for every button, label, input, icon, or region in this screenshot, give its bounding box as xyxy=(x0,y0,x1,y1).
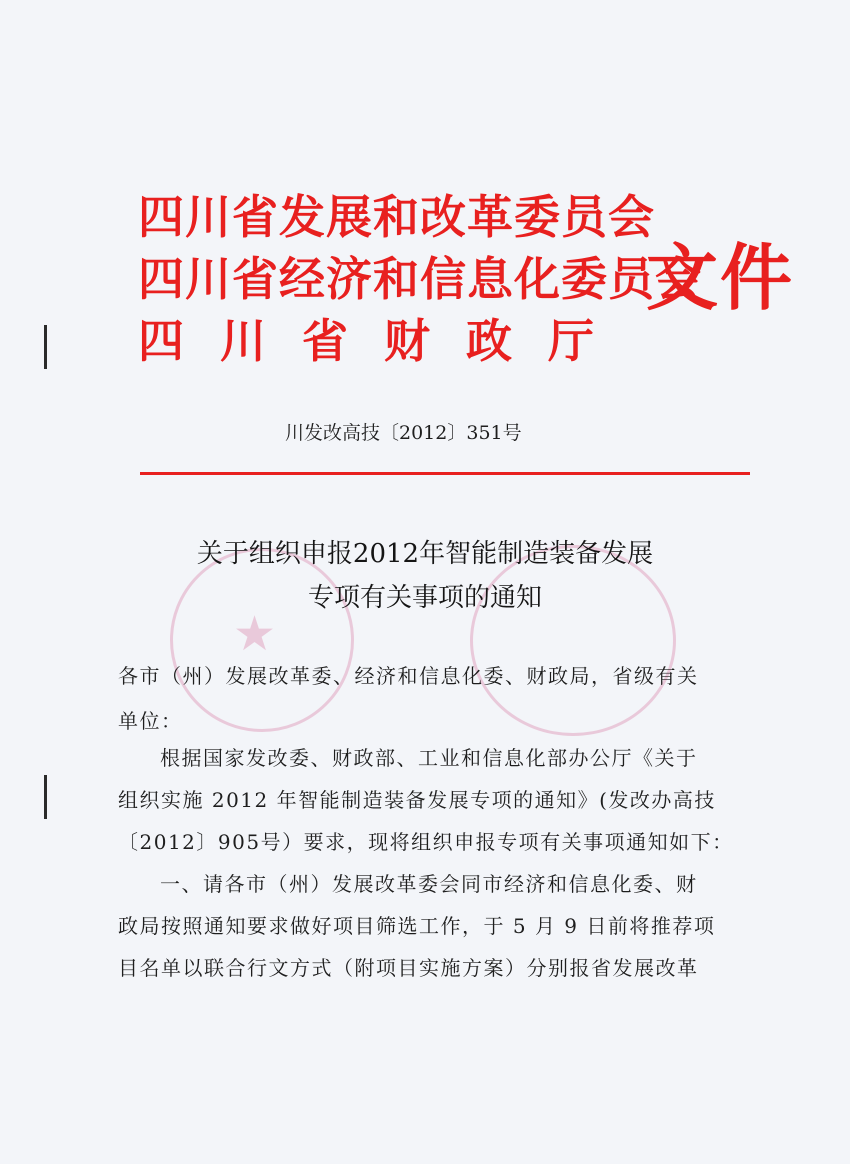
document-title-line: 关于组织申报2012年智能制造装备发展 xyxy=(196,539,654,569)
document-title-line: 专项有关事项的通知 xyxy=(307,583,542,613)
body-line: 组织实施 2012 年智能制造装备发展专项的通知》(发改办高技 xyxy=(118,788,716,812)
issuer-name: 四川省财政厅 xyxy=(138,314,630,368)
body-line: 一、请各市（州）发展改革委会同市经济和信息化委、财 xyxy=(160,872,698,896)
binding-mark-top xyxy=(44,325,47,369)
issuer-name: 四川省发展和改革委员会 xyxy=(138,190,655,244)
issuer-block xyxy=(138,186,702,372)
document-number: 川发改高技〔2012〕351号 xyxy=(285,422,522,444)
seal-star-icon: ★ xyxy=(233,606,277,662)
issuer-name: 四川省经济和信息化委员会 xyxy=(138,252,702,306)
body-line: 〔2012〕905号）要求，现将组织申报专项有关事项通知如下： xyxy=(118,830,734,854)
binding-mark-bottom xyxy=(44,775,47,819)
body-line: 根据国家发改委、财政部、工业和信息化部办公厅《关于 xyxy=(160,746,698,770)
red-separator-line xyxy=(140,472,750,475)
body-line: 政局按照通知要求做好项目筛选工作，于 5 月 9 日前将推荐项 xyxy=(118,914,716,938)
addressee-line: 各市（州）发展改革委、经济和信息化委、财政局，省级有关 xyxy=(118,664,699,688)
document-word: 文件 xyxy=(646,235,795,320)
addressee-line: 单位： xyxy=(118,709,183,733)
body-line: 目名单以联合行文方式（附项目实施方案）分别报省发展改革 xyxy=(118,956,699,980)
